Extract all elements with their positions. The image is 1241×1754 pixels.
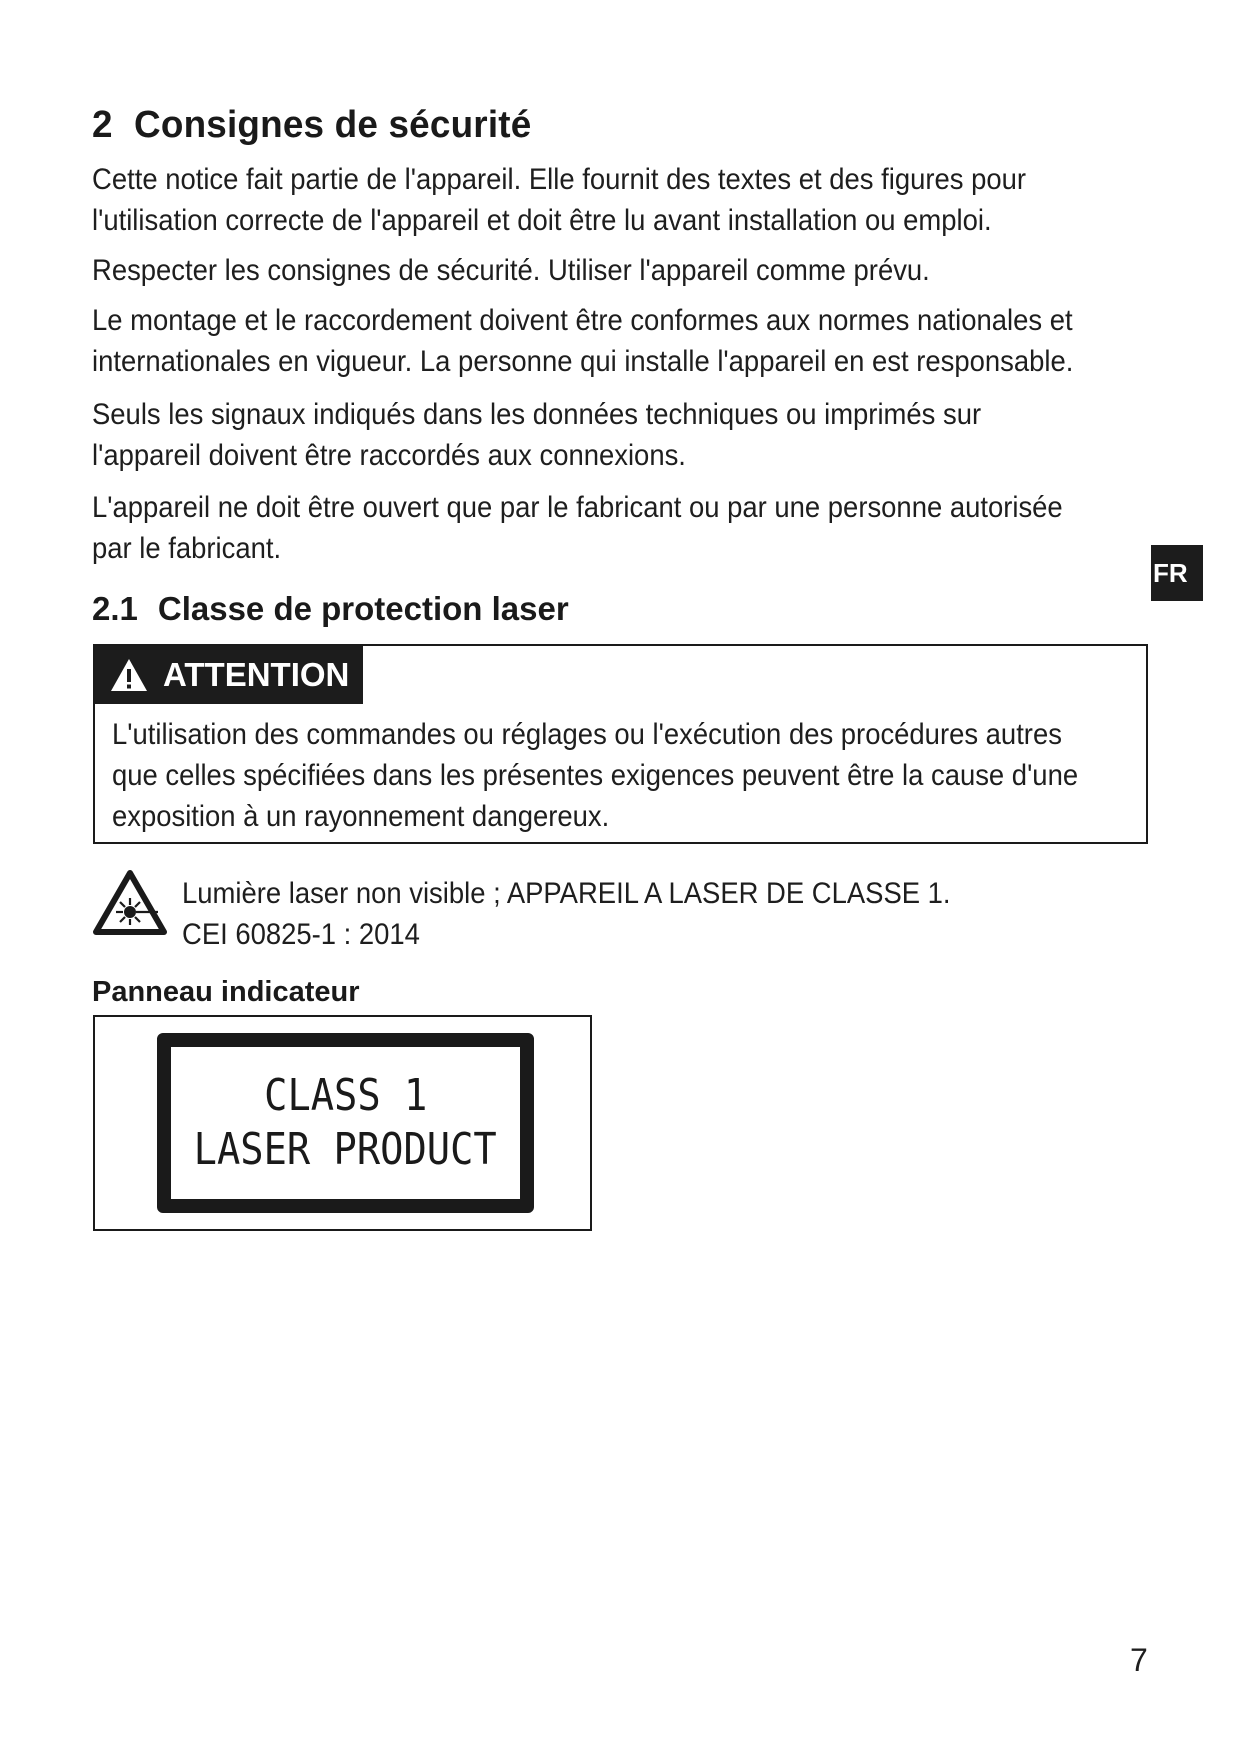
- laser-note: [182, 873, 951, 955]
- label-line: CLASS 1: [263, 1070, 428, 1121]
- paragraph-signals: [92, 394, 1078, 476]
- paragraph-line: internationales en vigueur. La personne qui installe l'appareil en est responsable.: [92, 345, 1074, 378]
- warning-triangle-icon: [109, 657, 149, 693]
- paragraph-line: l'appareil doivent être raccordés aux connexions.: [92, 439, 686, 472]
- language-tab: FR: [1151, 545, 1203, 601]
- paragraph-line: Le montage et le raccordement doivent être conformes aux normes nationales et: [92, 304, 1073, 337]
- paragraph-line: Seuls les signaux indiqués dans les données techniques ou imprimés sur: [92, 398, 982, 431]
- page-number: 7: [1130, 1642, 1148, 1678]
- paragraph-opening: [92, 487, 1078, 569]
- label-line: LASER PRODUCT: [193, 1124, 498, 1175]
- subsection-title: Classe de protection laser: [157, 590, 569, 627]
- paragraph-line: Respecter les consignes de sécurité. Utiliser l'appareil comme prévu.: [92, 254, 930, 287]
- paragraph-mounting: [92, 300, 1078, 382]
- attention-line: exposition à un rayonnement dangereux.: [112, 800, 610, 833]
- section-number: 2: [92, 104, 113, 146]
- laser-warning-icon: [92, 868, 168, 936]
- panel-title: Panneau indicateur: [92, 976, 360, 1008]
- subsection-number: 2.1: [92, 590, 138, 627]
- section-heading: [92, 104, 531, 147]
- paragraph-line: par le fabricant.: [92, 532, 282, 565]
- attention-heading: ATTENTION: [163, 656, 350, 693]
- subsection-heading: [92, 590, 569, 628]
- attention-header: [95, 646, 363, 704]
- attention-text: [112, 714, 1116, 837]
- attention-line: que celles spécifiées dans les présentes exigences peuvent être la cause d'une: [112, 759, 1079, 792]
- attention-line: L'utilisation des commandes ou réglages ou l'exécution des procédures autres: [112, 718, 1062, 751]
- paragraph-respect: [92, 250, 1078, 291]
- attention-box: [93, 644, 1148, 844]
- section-title: Consignes de sécurité: [134, 104, 532, 146]
- indicator-panel: [93, 1015, 592, 1231]
- laser-note-line: CEI 60825-1 : 2014: [182, 918, 420, 951]
- paragraph-line: L'appareil ne doit être ouvert que par le fabricant ou par une personne autorisée: [92, 491, 1063, 524]
- laser-class-label: [157, 1033, 534, 1213]
- paragraph-notice: [92, 159, 1078, 241]
- paragraph-line: Cette notice fait partie de l'appareil. Elle fournit des textes et des figures pour: [92, 163, 1026, 196]
- paragraph-line: l'utilisation correcte de l'appareil et doit être lu avant installation ou emploi.: [92, 204, 992, 237]
- laser-note-line: Lumière laser non visible ; APPAREIL A LASER DE CLASSE 1.: [182, 877, 951, 910]
